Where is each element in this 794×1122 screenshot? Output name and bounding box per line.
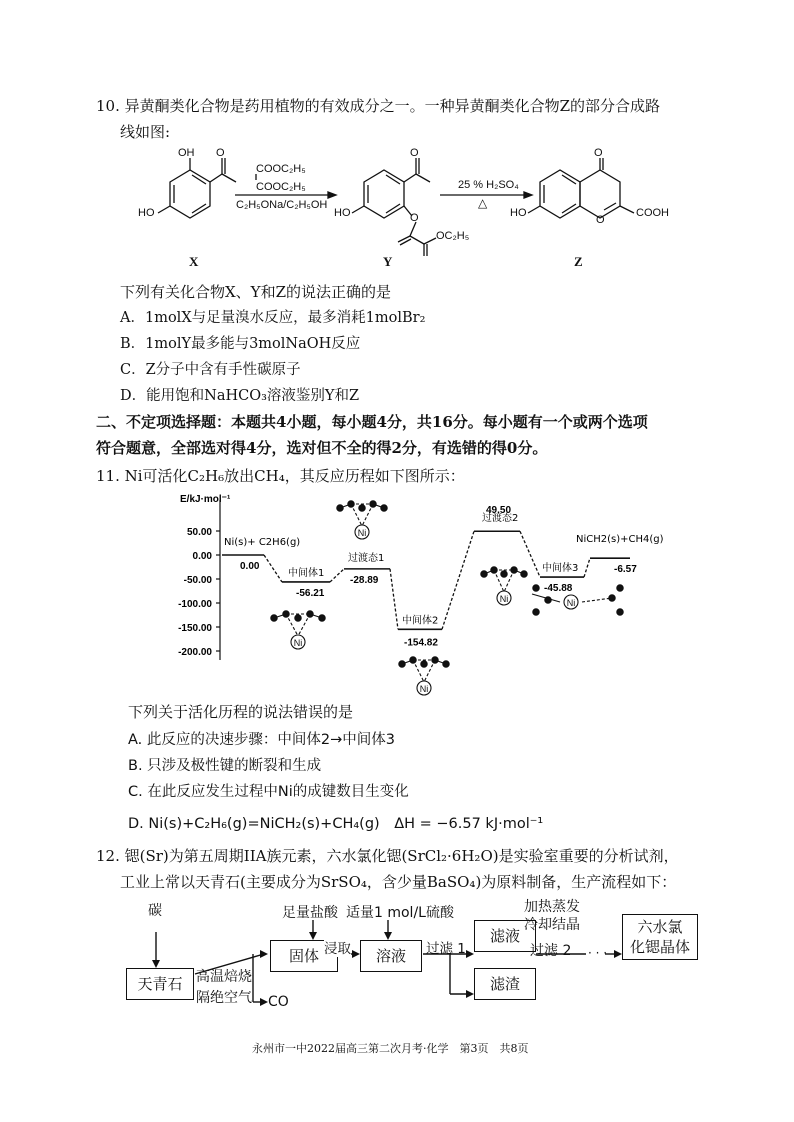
- reaction-scheme: [0, 140, 794, 270]
- bond: [582, 598, 612, 602]
- atom: [511, 567, 517, 573]
- flow-solid: 固体: [288, 947, 319, 965]
- y-ether-o: O: [410, 212, 419, 224]
- flow-residue: 滤渣: [489, 975, 520, 993]
- q10-stem-line2: 线如图:: [120, 123, 171, 141]
- q11-option-b[interactable]: B. 只涉及极性键的断裂和生成: [128, 758, 322, 774]
- reagent1-bottom: COOC₂H₅: [256, 181, 306, 193]
- flow-dots: · · ·: [588, 946, 608, 960]
- y-axis-label: E/kJ·mol⁻¹: [180, 494, 231, 505]
- ni-atom-label: Ni: [293, 638, 303, 648]
- ni-atom-label: Ni: [566, 598, 576, 608]
- energy-profile-chart: [0, 488, 794, 708]
- ni-atom-label: Ni: [357, 528, 367, 538]
- atom: [545, 597, 551, 603]
- x-benzene-ring: [170, 170, 210, 218]
- state-name-label: Ni(s)+ C2H6(g): [224, 537, 301, 548]
- compound-y-label: Y: [383, 254, 393, 269]
- q12-line2: 工业上常以天青石(主要成分为SrSO₄，含少量BaSO₄)为原料制备，生产流程如下：: [120, 873, 677, 891]
- z-pyrone-ring: [580, 170, 620, 218]
- atom: [370, 501, 376, 507]
- atom: [381, 505, 387, 511]
- y-ho-label: HO: [334, 207, 351, 219]
- atom: [501, 571, 507, 577]
- atom: [432, 657, 438, 663]
- reagent2: 25 % H₂SO₄: [458, 179, 519, 191]
- page-footer: 永州市一中2022届高三第二次月考·化学 第3页 共8页: [252, 1042, 529, 1055]
- atom: [609, 595, 615, 601]
- flow-filtrate: 滤液: [489, 927, 520, 945]
- atom: [307, 611, 313, 617]
- state-value-label: 49.50: [486, 505, 512, 517]
- atom: [348, 501, 354, 507]
- state-value-label: -154.82: [404, 637, 438, 649]
- y-tick-label: -150.00: [178, 623, 212, 634]
- y-tick-label: 50.00: [186, 527, 212, 538]
- ni-atom-label: Ni: [419, 684, 429, 694]
- z-carbonyl-o: O: [594, 147, 603, 159]
- q11-question: 下列关于活化历程的说法错误的是: [128, 703, 354, 721]
- flow-product-line1: 六水氯: [637, 918, 683, 936]
- state-value-label: -28.89: [350, 574, 379, 586]
- x-carbonyl-o: O: [216, 147, 225, 159]
- flow-roast-line1: 高温焙烧: [196, 969, 252, 985]
- ni-atom-label: Ni: [499, 594, 509, 604]
- q10-option-b[interactable]: B．1molY最多能与3molNaOH反应: [120, 336, 361, 352]
- flow-celestite-box: [126, 968, 194, 1000]
- q11-stem: 11. Ni可活化C₂H₆放出CH₄，其反应历程如下图所示：: [96, 467, 465, 485]
- q11-option-c[interactable]: C. 在此反应发生过程中Ni的成键数目生变化: [128, 784, 409, 800]
- z-ho-label: HO: [510, 207, 527, 219]
- y-tick-label: 0.00: [192, 551, 212, 562]
- energy-path: [442, 531, 474, 629]
- flow-hcl: 足量盐酸: [282, 905, 338, 921]
- atom: [337, 505, 343, 511]
- y-benzene-ring: [364, 170, 404, 218]
- flow-solution: 溶液: [375, 947, 406, 965]
- atom: [533, 585, 539, 591]
- atom: [481, 571, 487, 577]
- flow-product-box: [622, 914, 698, 960]
- atom: [283, 611, 289, 617]
- atom: [617, 609, 623, 615]
- q12-line1: 12. 锶(Sr)为第五周期IIA族元素，六水氯化锶(SrCl₂·6H₂O)是实验室重要的分析试剂，: [96, 847, 679, 865]
- energy-path: [584, 558, 590, 577]
- flow-product-line2: 化锶晶体: [629, 938, 690, 956]
- atom: [617, 585, 623, 591]
- flow-residue-box: [474, 968, 536, 1000]
- section2-heading-line2: 符合题意，全部选对得4分，选对但不全的得2分，有选错的得0分。: [96, 439, 548, 457]
- state-name-label: 中间体2: [402, 615, 439, 627]
- y-carbonyl-o: O: [410, 147, 419, 159]
- q10-option-c[interactable]: C．Z分子中含有手性碳原子: [120, 362, 301, 378]
- state-value-label: -45.88: [544, 583, 573, 595]
- condition1: C₂H₅ONa/C₂H₅OH: [236, 199, 328, 211]
- flow-leach: 浸取: [324, 937, 351, 957]
- atom: [521, 571, 527, 577]
- atom: [410, 657, 416, 663]
- energy-path: [390, 569, 398, 629]
- q11-option-a[interactable]: A. 此反应的决速步骤：中间体2→中间体3: [128, 732, 395, 748]
- atom: [271, 615, 277, 621]
- z-cooh-label: COOH: [636, 207, 669, 219]
- state-value-label: -6.57: [614, 564, 637, 576]
- reagent1-top: COOC₂H₅: [256, 163, 306, 175]
- q10-option-a[interactable]: A．1molX与足量溴水反应，最多消耗1molBr₂: [120, 310, 426, 326]
- condition2: △: [478, 196, 488, 210]
- atom: [491, 567, 497, 573]
- x-ho-label: HO: [138, 207, 155, 219]
- atom: [421, 661, 427, 667]
- energy-path: [520, 531, 540, 577]
- atom: [359, 505, 365, 511]
- flow-celestite: 天青石: [137, 975, 183, 993]
- atom: [295, 615, 301, 621]
- atom: [399, 661, 405, 667]
- flow-roast-line2: 隔绝空气: [196, 990, 252, 1006]
- flow-heat-line1: 加热蒸发: [524, 899, 580, 915]
- energy-path: [264, 555, 282, 582]
- compound-z-label: Z: [574, 254, 583, 269]
- state-name-label: 过渡态1: [348, 552, 385, 564]
- q10-option-d[interactable]: D．能用饱和NaHCO₃溶液鉴别Y和Z: [120, 388, 360, 404]
- atom: [443, 661, 449, 667]
- y-tick-label: -200.00: [178, 647, 212, 658]
- atom: [319, 615, 325, 621]
- flow-filter2: 过滤 2: [530, 943, 572, 959]
- flow-filter1: 过滤 1: [426, 941, 466, 957]
- flow-heat-line2: 冷却结晶: [524, 917, 580, 933]
- y-tick-label: -100.00: [178, 599, 212, 610]
- q10-question: 下列有关化合物X、Y和Z的说法正确的是: [120, 283, 392, 301]
- state-name-label: 中间体1: [288, 567, 325, 579]
- flow-co: CO: [268, 994, 289, 1010]
- state-value-label: 0.00: [240, 561, 260, 572]
- q11-option-d[interactable]: D. Ni(s)+C₂H₆(g)=NiCH₂(s)+CH₄(g) ΔH = −6.57 kJ·mol⁻¹: [128, 816, 544, 832]
- state-value-label: -56.21: [296, 587, 325, 599]
- y-tick-label: -50.00: [183, 575, 212, 586]
- flow-carbon: 碳: [148, 903, 162, 919]
- q10-stem-line1: 10. 异黄酮类化合物是药用植物的有效成分之一。一种异黄酮类化合物Z的部分合成路: [96, 97, 661, 115]
- state-name-label: NiCH2(s)+CH4(g): [576, 534, 664, 546]
- flow-h2so4: 适量1 mol/L硫酸: [346, 905, 454, 921]
- section2-heading-line1: 二、不定项选择题：本题共4小题，每小题4分，共16分。每小题有一个或两个选项: [96, 413, 648, 431]
- flow-solution-box: [360, 940, 422, 972]
- y-oc2h5-label: OC₂H₅: [436, 230, 470, 242]
- z-ring-o: O: [596, 214, 605, 226]
- x-oh-label: OH: [178, 147, 195, 159]
- state-name-label: 过渡态2: [482, 513, 519, 525]
- z-benzene-ring: [540, 170, 580, 218]
- energy-path: [330, 569, 344, 582]
- atom: [533, 609, 539, 615]
- state-name-label: 中间体3: [542, 563, 579, 575]
- compound-x-label: X: [189, 254, 199, 269]
